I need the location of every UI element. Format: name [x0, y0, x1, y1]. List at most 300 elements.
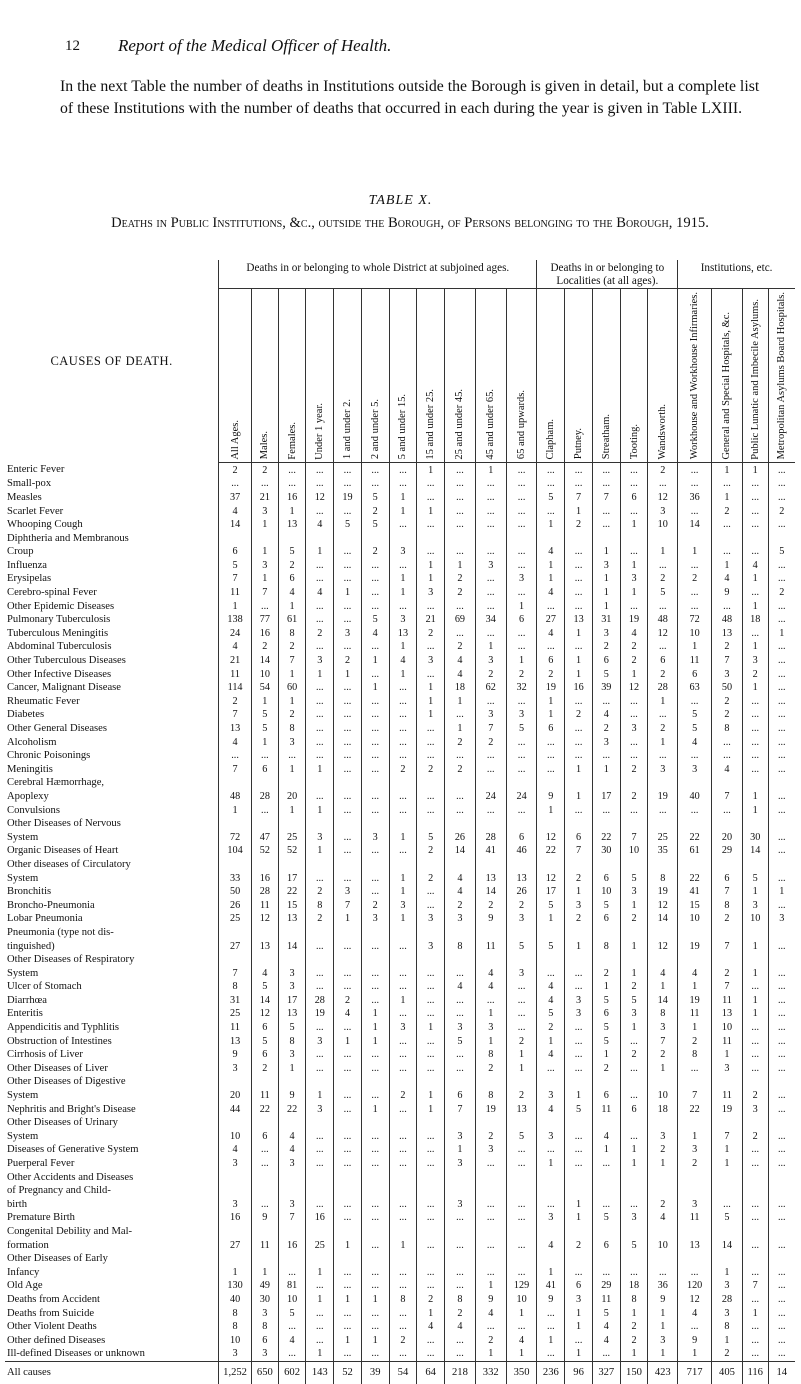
table-cell: [678, 858, 712, 872]
table-cell: 10: [712, 1021, 743, 1035]
table-row: [5, 953, 795, 967]
table-cell: [389, 953, 417, 967]
table-cell: [252, 1170, 279, 1184]
table-cell: 3: [278, 980, 306, 994]
table-cell: 54: [252, 681, 279, 695]
column-header: [334, 289, 362, 463]
table-cell: [475, 1170, 506, 1184]
table-cell: 423: [648, 1361, 678, 1384]
table-cell: 1: [678, 1130, 712, 1144]
table-cell: 2: [620, 980, 648, 994]
table-cell: ...: [361, 1062, 389, 1076]
table-cell: ...: [742, 708, 768, 722]
table-cell: [278, 1116, 306, 1130]
column-header: [620, 289, 648, 463]
table-cell: [445, 817, 476, 831]
cause-label: of Pregnancy and Child-: [7, 1185, 111, 1197]
table-cell: [712, 1252, 743, 1266]
table-cell: 2: [475, 735, 506, 749]
table-cell: 8: [278, 1034, 306, 1048]
cause-label: Enteric Fever: [7, 464, 65, 476]
table-cell: 6: [252, 1021, 279, 1035]
cause-label: Congenital Debility and Mal-: [7, 1225, 133, 1237]
table-cell: [252, 1116, 279, 1130]
table-cell: ...: [417, 803, 445, 817]
table-row: [5, 898, 795, 912]
table-cell: [565, 817, 593, 831]
table-cell: [592, 953, 620, 967]
table-cell: [219, 858, 252, 872]
table-cell: [334, 926, 362, 940]
table-cell: ...: [768, 572, 795, 586]
table-cell: 1: [537, 803, 565, 817]
table-cell: 3: [306, 1034, 334, 1048]
table-cell: 8: [445, 939, 476, 953]
table-cell: 1: [306, 1293, 334, 1307]
table-cell: 2: [648, 722, 678, 736]
table-cell: [445, 1075, 476, 1089]
table-cell: [361, 776, 389, 790]
table-cell: 48: [712, 613, 743, 627]
table-cell: ...: [742, 627, 768, 641]
table-cell: 2: [620, 1048, 648, 1062]
table-cell: [742, 817, 768, 831]
table-cell: [334, 531, 362, 545]
total-row: [5, 1361, 795, 1384]
table-cell: 1: [475, 1007, 506, 1021]
table-cell: [506, 776, 537, 790]
table-cell: 3: [475, 559, 506, 573]
table-cell: ...: [506, 749, 537, 763]
table-cell: [712, 1184, 743, 1198]
cause-label: Other Diseases of Digestive: [7, 1076, 126, 1088]
table-cell: ...: [506, 762, 537, 776]
table-cell: 6: [648, 654, 678, 668]
table-cell: [278, 1170, 306, 1184]
table-cell: ...: [361, 1265, 389, 1279]
table-cell: 1: [712, 1265, 743, 1279]
table-cell: 5: [417, 830, 445, 844]
table-cell: 5: [506, 722, 537, 736]
table-cell: 1: [252, 1265, 279, 1279]
table-cell: 2: [768, 586, 795, 600]
table-cell: ...: [417, 545, 445, 559]
table-cell: ...: [445, 966, 476, 980]
table-cell: [537, 1170, 565, 1184]
cause-label: Ill-defined Diseases or unknown: [7, 1348, 145, 1360]
table-cell: 2: [361, 504, 389, 518]
table-cell: 48: [648, 613, 678, 627]
table-row: [5, 599, 795, 613]
cause-label: Old Age: [7, 1280, 43, 1292]
table-cell: 4: [592, 1333, 620, 1347]
table-cell: ...: [389, 1279, 417, 1293]
table-cell: ...: [648, 749, 678, 763]
table-cell: 2: [389, 1089, 417, 1103]
table-cell: ...: [361, 1320, 389, 1334]
table-cell: 1: [648, 545, 678, 559]
table-cell: ...: [475, 1197, 506, 1211]
table-cell: ...: [475, 695, 506, 709]
table-cell: 1,252: [219, 1361, 252, 1384]
table-cell: 5: [506, 1130, 537, 1144]
table-cell: ...: [620, 695, 648, 709]
column-header: [592, 289, 620, 463]
table-cell: 34: [475, 613, 506, 627]
table-row: [5, 504, 795, 518]
table-cell: ...: [334, 939, 362, 953]
table-cell: ...: [334, 572, 362, 586]
table-cell: 13: [252, 939, 279, 953]
table-cell: 15: [278, 898, 306, 912]
table-cell: 3: [620, 1007, 648, 1021]
table-cell: 7: [219, 762, 252, 776]
table-cell: [592, 1225, 620, 1239]
table-row: [5, 1157, 795, 1171]
table-cell: ...: [389, 518, 417, 532]
table-cell: ...: [306, 749, 334, 763]
table-cell: 6: [565, 830, 593, 844]
table-cell: [768, 1225, 795, 1239]
cause-label: Other defined Diseases: [7, 1334, 106, 1346]
table-cell: 7: [712, 1130, 743, 1144]
table-cell: ...: [742, 545, 768, 559]
table-row: [5, 1279, 795, 1293]
table-cell: ...: [361, 1157, 389, 1171]
cause-label: Small-pox: [7, 478, 52, 490]
table-cell: 50: [712, 681, 743, 695]
table-cell: 6: [592, 1238, 620, 1252]
table-cell: ...: [361, 790, 389, 804]
table-cell: ...: [417, 477, 445, 491]
table-cell: 7: [278, 1211, 306, 1225]
cause-label: System: [7, 872, 39, 884]
table-cell: 3: [278, 735, 306, 749]
table-cell: 3: [742, 1102, 768, 1116]
table-cell: ...: [768, 477, 795, 491]
table-cell: ...: [445, 1062, 476, 1076]
table-cell: [306, 531, 334, 545]
table-cell: 12: [648, 627, 678, 641]
table-cell: 22: [278, 885, 306, 899]
table-cell: ...: [742, 762, 768, 776]
table-cell: 22: [278, 1102, 306, 1116]
table-row: [5, 1265, 795, 1279]
table-cell: ...: [389, 695, 417, 709]
cause-label: Diabetes: [7, 709, 45, 721]
table-cell: 13: [506, 871, 537, 885]
table-cell: [537, 1225, 565, 1239]
table-cell: ...: [768, 1157, 795, 1171]
table-cell: ...: [361, 966, 389, 980]
table-cell: ...: [592, 504, 620, 518]
table-cell: ...: [742, 1157, 768, 1171]
table-cell: 3: [678, 762, 712, 776]
table-cell: [565, 953, 593, 967]
table-cell: [592, 1170, 620, 1184]
table-cell: ...: [306, 1320, 334, 1334]
table-cell: 28: [306, 994, 334, 1008]
table-cell: 6: [537, 654, 565, 668]
table-cell: 32: [506, 681, 537, 695]
table-cell: ...: [506, 491, 537, 505]
column-header-label: 5 and under 15.: [397, 394, 409, 460]
table-row: [5, 1116, 795, 1130]
table-cell: [475, 1184, 506, 1198]
table-cell: 2: [620, 762, 648, 776]
cause-label: Other Diseases of Liver: [7, 1062, 108, 1074]
table-cell: 7: [678, 1089, 712, 1103]
table-cell: ...: [742, 1333, 768, 1347]
table-cell: 2: [768, 504, 795, 518]
table-cell: 3: [445, 1130, 476, 1144]
table-cell: ...: [768, 1306, 795, 1320]
table-cell: 1: [712, 1157, 743, 1171]
table-cell: 1: [648, 1062, 678, 1076]
table-cell: 1: [537, 1034, 565, 1048]
table-cell: 27: [219, 1238, 252, 1252]
table-cell: [417, 1116, 445, 1130]
table-cell: 11: [252, 1089, 279, 1103]
table-cell: ...: [537, 463, 565, 477]
table-cell: [565, 531, 593, 545]
table-cell: 3: [537, 1211, 565, 1225]
table-cell: 29: [592, 1279, 620, 1293]
table-cell: ...: [361, 994, 389, 1008]
table-cell: [678, 1170, 712, 1184]
table-cell: 8: [475, 1089, 506, 1103]
table-cell: ...: [768, 722, 795, 736]
table-cell: [361, 953, 389, 967]
table-cell: ...: [768, 613, 795, 627]
table-cell: ...: [475, 1211, 506, 1225]
table-cell: ...: [565, 477, 593, 491]
table-row: [5, 695, 795, 709]
table-cell: [219, 817, 252, 831]
table-cell: ...: [768, 844, 795, 858]
table-cell: 5: [219, 559, 252, 573]
table-cell: 1: [620, 1143, 648, 1157]
table-cell: 7: [278, 654, 306, 668]
table-cell: 2: [648, 572, 678, 586]
table-cell: ...: [445, 1007, 476, 1021]
table-cell: ...: [306, 572, 334, 586]
table-cell: 3: [334, 627, 362, 641]
cause-label: Diphtheria and Membranous: [7, 532, 129, 544]
table-cell: [361, 858, 389, 872]
table-cell: 5: [592, 898, 620, 912]
table-cell: [592, 926, 620, 940]
table-cell: [417, 817, 445, 831]
table-cell: ...: [445, 1048, 476, 1062]
table-cell: 27: [219, 939, 252, 953]
table-cell: 1: [565, 654, 593, 668]
table-cell: 16: [278, 1238, 306, 1252]
table-cell: 26: [445, 830, 476, 844]
table-cell: ...: [334, 1265, 362, 1279]
table-cell: 1: [648, 980, 678, 994]
table-cell: 1: [361, 1034, 389, 1048]
table-cell: [306, 926, 334, 940]
table-cell: 4: [678, 1306, 712, 1320]
table-cell: 2: [620, 654, 648, 668]
table-cell: 350: [506, 1361, 537, 1384]
table-cell: ...: [742, 518, 768, 532]
cause-label: Chronic Poisonings: [7, 750, 91, 762]
table-cell: ...: [334, 1306, 362, 1320]
table-cell: 1: [537, 572, 565, 586]
table-cell: 2: [712, 640, 743, 654]
table-cell: [742, 1184, 768, 1198]
table-cell: 6: [506, 830, 537, 844]
table-cell: ...: [506, 980, 537, 994]
table-cell: 2: [506, 898, 537, 912]
table-cell: [565, 1170, 593, 1184]
table-cell: 3: [278, 1197, 306, 1211]
table-cell: [620, 1184, 648, 1198]
table-row: [5, 844, 795, 858]
table-cell: 13: [278, 912, 306, 926]
table-cell: 5: [620, 994, 648, 1008]
table-cell: ...: [334, 803, 362, 817]
table-cell: 2: [475, 1333, 506, 1347]
table-cell: 1: [278, 762, 306, 776]
table-cell: [278, 858, 306, 872]
table-cell: [389, 817, 417, 831]
table-cell: 4: [537, 1238, 565, 1252]
table-cell: 5: [278, 545, 306, 559]
table-row: [5, 912, 795, 926]
table-cell: 8: [219, 980, 252, 994]
table-cell: ...: [475, 477, 506, 491]
table-cell: 1: [565, 1306, 593, 1320]
table-cell: [219, 926, 252, 940]
table-cell: 4: [678, 735, 712, 749]
table-cell: 4: [252, 966, 279, 980]
table-row: [5, 885, 795, 899]
table-cell: ...: [742, 1238, 768, 1252]
table-cell: 6: [252, 1333, 279, 1347]
table-cell: 2: [620, 912, 648, 926]
table-cell: 1: [252, 572, 279, 586]
table-cell: 5: [620, 871, 648, 885]
table-cell: ...: [417, 667, 445, 681]
table-cell: ...: [306, 1197, 334, 1211]
table-cell: ...: [361, 559, 389, 573]
table-cell: 13: [475, 871, 506, 885]
table-cell: ...: [445, 1333, 476, 1347]
table-cell: 1: [334, 586, 362, 600]
table-cell: ...: [768, 1062, 795, 1076]
table-cell: 19: [537, 681, 565, 695]
table-cell: 44: [219, 1102, 252, 1116]
table-cell: 1: [565, 627, 593, 641]
table-cell: 3: [306, 1102, 334, 1116]
table-cell: 7: [712, 885, 743, 899]
table-cell: ...: [361, 844, 389, 858]
table-cell: 4: [278, 1130, 306, 1144]
table-cell: [620, 776, 648, 790]
column-header: [445, 289, 476, 463]
table-cell: ...: [334, 871, 362, 885]
table-cell: [389, 926, 417, 940]
table-cell: ...: [742, 586, 768, 600]
table-cell: ...: [742, 1197, 768, 1211]
table-cell: ...: [620, 1197, 648, 1211]
table-cell: 1: [648, 1320, 678, 1334]
table-cell: 7: [648, 1034, 678, 1048]
table-cell: ...: [648, 477, 678, 491]
table-cell: [278, 926, 306, 940]
table-cell: [445, 1252, 476, 1266]
table-cell: ...: [537, 735, 565, 749]
column-header-label: Streatham.: [600, 414, 612, 460]
table-cell: ...: [389, 735, 417, 749]
table-cell: 3: [620, 572, 648, 586]
column-header-label: 45 and under 65.: [485, 388, 497, 460]
table-cell: ...: [768, 640, 795, 654]
table-cell: [620, 926, 648, 940]
table-cell: ...: [334, 613, 362, 627]
table-cell: ...: [678, 1320, 712, 1334]
table-cell: 18: [648, 1102, 678, 1116]
table-cell: 13: [712, 1007, 743, 1021]
table-cell: ...: [648, 640, 678, 654]
table-cell: 5: [592, 667, 620, 681]
table-cell: [592, 817, 620, 831]
table-cell: 8: [219, 1320, 252, 1334]
table-cell: ...: [252, 1143, 279, 1157]
table-cell: 2: [417, 871, 445, 885]
table-cell: [389, 1116, 417, 1130]
table-cell: ...: [334, 545, 362, 559]
table-cell: ...: [306, 1143, 334, 1157]
table-cell: ...: [417, 749, 445, 763]
table-cell: 1: [389, 586, 417, 600]
column-header: [278, 289, 306, 463]
cause-label: Ulcer of Stomach: [7, 981, 82, 993]
table-cell: ...: [361, 1306, 389, 1320]
table-cell: 2: [334, 994, 362, 1008]
table-cell: ...: [417, 599, 445, 613]
column-header-label: Clapham.: [545, 418, 557, 460]
table-cell: ...: [361, 1143, 389, 1157]
table-cell: 4: [742, 559, 768, 573]
table-cell: 2: [742, 667, 768, 681]
table-cell: ...: [768, 749, 795, 763]
table-cell: 1: [742, 885, 768, 899]
table-cell: ...: [252, 1157, 279, 1171]
table-cell: ...: [306, 708, 334, 722]
table-cell: 3: [620, 885, 648, 899]
table-cell: 129: [506, 1279, 537, 1293]
table-cell: 2: [648, 463, 678, 477]
table-cell: ...: [306, 966, 334, 980]
table-cell: 1: [742, 463, 768, 477]
cause-label: Lobar Pneumonia: [7, 913, 83, 925]
table-cell: 12: [306, 491, 334, 505]
table-cell: 1: [252, 518, 279, 532]
table-cell: ...: [768, 790, 795, 804]
table-cell: 9: [678, 1333, 712, 1347]
table-cell: [334, 1116, 362, 1130]
table-cell: 2: [712, 912, 743, 926]
table-cell: 1: [592, 980, 620, 994]
table-cell: [648, 531, 678, 545]
table-cell: ...: [475, 994, 506, 1008]
table-cell: 4: [592, 1320, 620, 1334]
table-row: [5, 667, 795, 681]
